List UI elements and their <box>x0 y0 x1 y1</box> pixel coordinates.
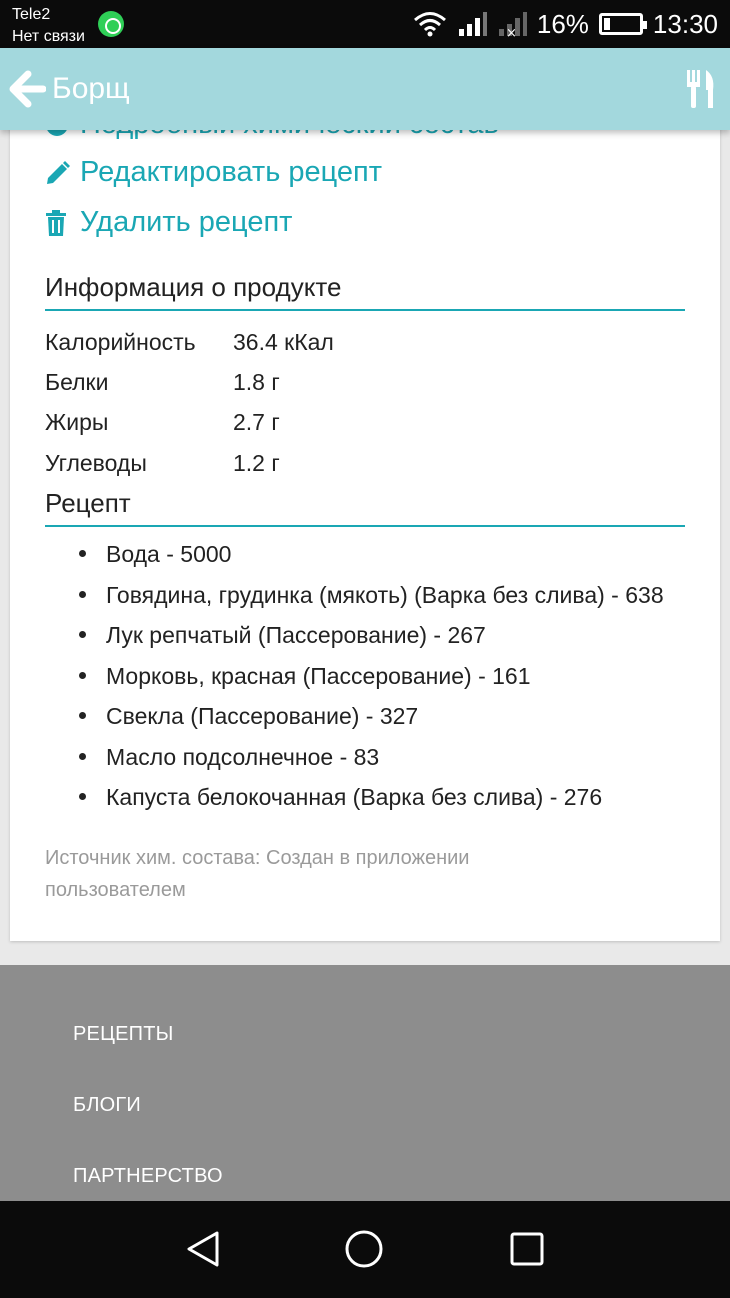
info-label: Белки <box>45 369 109 395</box>
list-item: Лук репчатый (Пассерование) - 267 <box>76 615 696 656</box>
clock: 13:30 <box>652 8 718 39</box>
info-value: 1.8 г <box>233 369 280 395</box>
carrier-name: Tele2 <box>12 6 51 23</box>
info-label: Углеводы <box>45 450 147 476</box>
edit-recipe-label: Редактировать рецепт <box>80 156 383 188</box>
footer-link-blogs[interactable]: БЛОГИ <box>73 1094 142 1116</box>
footer-link-recipes[interactable]: РЕЦЕПТЫ <box>73 1023 174 1045</box>
info-value: 2.7 г <box>233 409 280 435</box>
arrow-left-icon[interactable] <box>8 70 46 108</box>
info-row-carbs <box>45 450 280 477</box>
wifi-icon <box>413 11 447 37</box>
back-triangle-icon[interactable] <box>183 1229 223 1269</box>
status-bar <box>0 0 730 48</box>
signal-no-sim-icon <box>497 11 527 37</box>
list-item: Вода - 5000 <box>76 534 696 575</box>
edit-recipe-link[interactable] <box>44 156 382 189</box>
trash-icon <box>44 209 70 237</box>
delete-recipe-label: Удалить рецепт <box>80 206 293 238</box>
info-value: 36.4 кКал <box>233 329 334 355</box>
list-item: Свекла (Пассерование) - 327 <box>76 696 696 737</box>
info-row-protein <box>45 369 280 396</box>
product-info-heading: Информация о продукте <box>45 272 685 311</box>
battery-percent: 16% <box>536 8 589 39</box>
fork-knife-icon[interactable] <box>686 68 716 110</box>
page-title: Борщ <box>52 72 130 105</box>
app-bar <box>0 48 730 130</box>
carrier-status: Нет связи <box>12 28 85 45</box>
status-icons <box>413 0 718 48</box>
home-circle-icon[interactable] <box>344 1229 384 1269</box>
recipe-card <box>10 100 720 941</box>
delete-recipe-link[interactable] <box>44 206 292 239</box>
footer-menu <box>0 965 730 1201</box>
navigation-bar <box>0 1201 730 1298</box>
info-label: Жиры <box>45 409 109 435</box>
info-row-fat <box>45 409 280 436</box>
svg-text:×: × <box>505 26 517 37</box>
whatsapp-icon <box>98 11 124 37</box>
info-value: 1.2 г <box>233 450 280 476</box>
battery-icon <box>599 13 643 35</box>
list-item: Говядина, грудинка (мякоть) (Варка без слива) - 638 <box>76 575 696 616</box>
recipe-heading: Рецепт <box>45 488 685 527</box>
pencil-icon <box>44 159 70 187</box>
source-note: Источник хим. состава: Создан в приложении пользователем <box>45 847 470 901</box>
list-item: Морковь, красная (Пассерование) - 161 <box>76 656 696 697</box>
list-item: Капуста белокочанная (Варка без слива) - 276 <box>76 777 696 818</box>
recents-square-icon[interactable] <box>507 1229 547 1269</box>
info-label: Калорийность <box>45 329 196 355</box>
footer-link-partnership[interactable]: ПАРТНЕРСТВО <box>73 1165 223 1187</box>
signal-icon <box>457 11 487 37</box>
list-item: Масло подсолнечное - 83 <box>76 737 696 778</box>
info-row-calories <box>45 329 334 356</box>
ingredient-list <box>76 534 696 837</box>
